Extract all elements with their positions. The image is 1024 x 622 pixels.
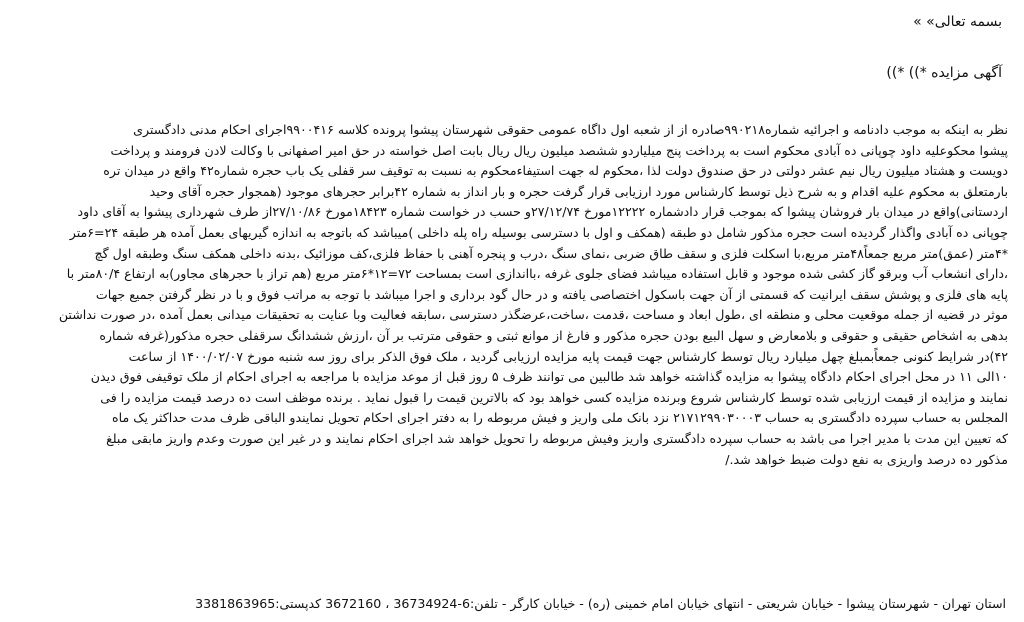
body-line: اردستانی)واقع در میدان بار فروشان پیشوا که بموجب قرار دادشماره ۱۲۲۲۲مورخ ۲۷/۱۲/۷۴و حسب در خواست شماره ۱۸۴۲۳مورخ ۲۷/۱۰/۸۶از طرف شهرداری پیشوا به آقای داود [77, 204, 1008, 220]
body-line: بدهی به اشخاص حقیقی و حقوقی و بلامعارض و سهل البیع بودن حجره مذکور و فارغ از موانع ثبتی و حقوقی مترتب بر آن ،ارزش ششدانگ سرقفلی حجره مذکور(غرفه شماره [99, 327, 1008, 343]
body-line: نمایند و مزایده از قیمت ارزیابی شده توسط کارشناس شروع وبرنده مزایده کسی خواهد بود که بالاترین قیمت را قبول نماید . برنده موظف است ده درصد قیمت مزایده را فی [100, 389, 1008, 405]
body-line: نظر به اینکه به موجب دادنامه و اجرائیه شماره۹۹۰۲۱۸صادره از از شعبه اول داگاه عمومی حقوقی شهرستان پیشوا پرونده کلاسه ۹۹۰۰۴۱۶اجرای احکام مدنی دادگستری [133, 122, 1008, 137]
body-line: المجلس به حساب سپرده دادگستری به حساب ۲۱۷۱۲۹۹۰۳۰۰۰۳ نزد بانک ملی واریز و فیش مربوطه را به دفتر اجرای احکام تحویل نمایندو الباقی ظرف مدت حداکثر یک ماه [112, 410, 1008, 426]
auction-notice-title: آگهی مزایده *)) *)) [886, 65, 1002, 81]
basmala-header: بسمه تعالی» » [913, 14, 1002, 30]
body-line: پایه های فلزی و پوشش سقف ایرانیت که قسمتی از آن جهت باسکول اختصاصی یافته و در حال گود برداری و اجرا میباشد با توجه به مراتب فوق و با در نظر گرفتن جمیع جهات [95, 286, 1008, 302]
body-line: بارمتعلق به محکوم علیه اقدام و به شرح ذیل توسط کارشناس مورد ارزیابی قرار گرفت حجره و بار انداز به شماره ۴۲برابر حجرهای موجود (همجوار حجره آقای وحید [149, 183, 1008, 199]
body-line: ۱۰الی ۱۱ در محل اجرای احکام دادگاه پیشوا به مزایده گذاشته خواهد شد طالبین می توانند ظرف ۵ روز قبل از موعد مزایده با مراجعه به اجرای احکام از ملک توقیفی فوق دیدن [90, 369, 1008, 385]
body-line: ،دارای انشعاب آب وبرقو گاز کشی شده موجود و قابل استفاده میباشد فضای جلوی غرفه ،بااندازی است بمساحت ۷۲=۱۲*۶متر مربع (هم تراز با حجرهای مجاور)به ارتفاع ۸۰/۴متر با [66, 266, 1008, 282]
body-line: ۴۲)در شرایط کنونی جمعاًبمبلغ چهل میلیارد ریال توسط کارشناس جهت قیمت پایه مزایده ارزیابی گردید ، ملک فوق الذکر برای روز سه شنبه مورخ ۱۴۰۰/۰۲/۰۷ از ساعت [128, 348, 1008, 364]
body-line: مذکور ده درصد واریزی به نفع دولت ضبط خواهد شد./ [725, 451, 1008, 467]
notice-body [52, 120, 1008, 470]
footer-address: استان تهران - شهرستان پیشوا - خیابان شریعتی - انتهای خیابان امام خمینی (ره) - خیابان کارگر - تلفن:6-36734924 ، 3672160 کدپستی:3381863965 [195, 596, 1006, 611]
body-line: موثر در قضیه از جمله موقعیت محلی و منطقه ای ،طول ابعاد و مساحت ،قدمت ،ساخت،عرضگذر دسترسی ،سابقه فعالیت وبا عنایت به تحقیقات میدانی بعمل آمده ،در صورت نداشتن [58, 307, 1008, 323]
body-line: پیشوا محکوعلیه داود چوپانی ده آبادی محکوم است به پرداخت پنج میلیاردو ششصد میلیون ریال ریال بابت اصل خواسته در حق امیر اصفهانی با وکالت لادن فرومند و پرداخت [110, 142, 1008, 158]
body-line: دویست و هشتاد میلیون ریال نیم عشر دولتی در حق صندوق دولت لذا ،محکوم له جهت استیفاءمحکوم به نسبت به توقیف سر قفلی یک باب حجره شماره۴۲ واقع در میدان تره [103, 163, 1008, 179]
body-line: *۴متر (عمق)متر مربع جمعاً۴۸متر مربع،با اسکلت فلزی و سقف طاق ضربی ،نمای سنگ ،درب و پنجره آهنی با حفاظ فلزی،کف موزائیک ،بدنه داخلی همکف سنگ وطبقه اول گچ [94, 245, 1008, 261]
body-line: که تعیین این مدت با مدیر اجرا می باشد به حساب سپرده دادگستری واریز وفیش مربوطه را تحویل خواهد شد اجرای احکام نمایند و در غیر این صورت وعدم واریز مابقی مبلغ [106, 430, 1008, 446]
body-line: چوپانی ده آبادی واگذار گردیده است حجره مذکور شامل دو طبقه (همکف و اول با دسترسی بوسیله راه پله داخلی )میباشد که باتوجه به اندازه گیریهای بعمل آمده هر طبقه ۲۴=۶متر [69, 224, 1008, 240]
